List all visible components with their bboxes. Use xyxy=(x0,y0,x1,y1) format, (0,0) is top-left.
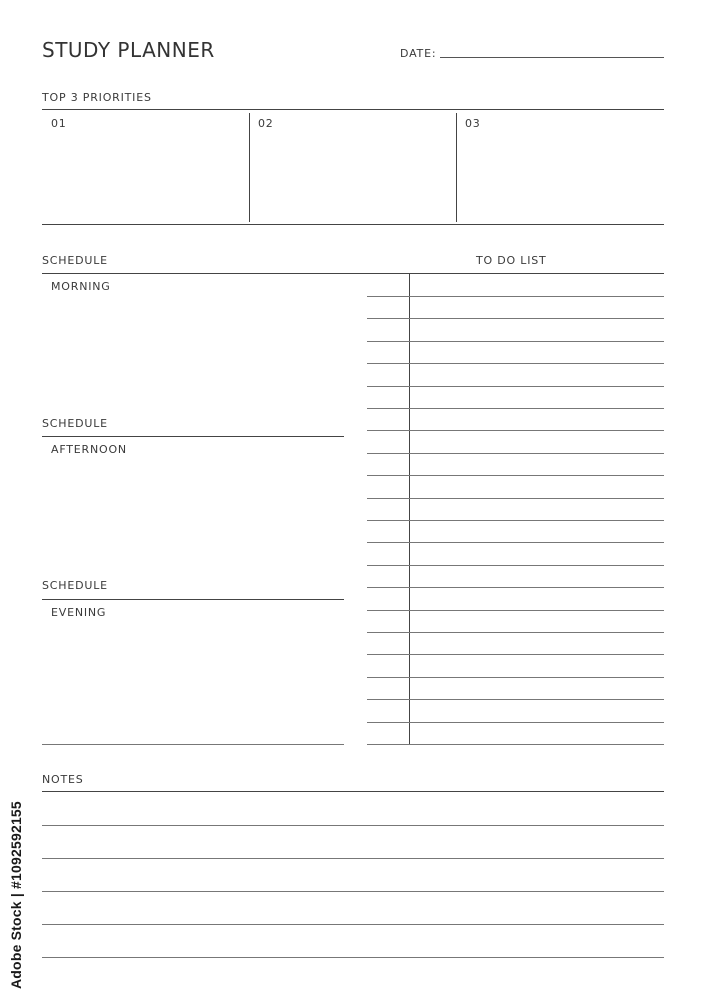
priority-number-1: 01 xyxy=(51,117,67,130)
todo-label: TO DO LIST xyxy=(476,254,547,267)
priorities-bottom-divider xyxy=(42,224,664,225)
priority-number-2: 02 xyxy=(258,117,274,130)
todo-line[interactable] xyxy=(367,318,664,319)
schedule-section-afternoon: AFTERNOON xyxy=(51,443,127,456)
todo-line[interactable] xyxy=(367,610,664,611)
notes-top-divider xyxy=(42,791,664,792)
schedule-divider-morning xyxy=(42,273,409,274)
schedule-label-evening: SCHEDULE xyxy=(42,579,108,592)
todo-line[interactable] xyxy=(367,408,664,409)
todo-line[interactable] xyxy=(367,722,664,723)
todo-check-column-divider xyxy=(409,273,410,745)
todo-line[interactable] xyxy=(367,654,664,655)
notes-label: NOTES xyxy=(42,773,84,786)
todo-line[interactable] xyxy=(367,341,664,342)
notes-line[interactable] xyxy=(42,825,664,826)
page-title: STUDY PLANNER xyxy=(42,38,215,62)
priority-divider-2 xyxy=(456,113,457,222)
notes-line[interactable] xyxy=(42,891,664,892)
schedule-label-afternoon: SCHEDULE xyxy=(42,417,108,430)
priority-divider-1 xyxy=(249,113,250,222)
todo-line[interactable] xyxy=(367,475,664,476)
schedule-bottom-line xyxy=(42,744,344,745)
date-label: DATE: xyxy=(400,47,437,60)
date-field[interactable] xyxy=(440,57,664,58)
stock-watermark xyxy=(8,757,28,989)
priorities-label: TOP 3 PRIORITIES xyxy=(42,91,152,104)
priority-number-3: 03 xyxy=(465,117,481,130)
todo-line[interactable] xyxy=(367,430,664,431)
todo-line[interactable] xyxy=(367,363,664,364)
notes-line[interactable] xyxy=(42,924,664,925)
todo-line[interactable] xyxy=(367,677,664,678)
schedule-section-evening: EVENING xyxy=(51,606,107,619)
todo-line[interactable] xyxy=(367,386,664,387)
schedule-label-morning: SCHEDULE xyxy=(42,254,108,267)
todo-line[interactable] xyxy=(367,542,664,543)
todo-line[interactable] xyxy=(367,296,664,297)
todo-line[interactable] xyxy=(367,520,664,521)
todo-line[interactable] xyxy=(367,632,664,633)
schedule-section-morning: MORNING xyxy=(51,280,111,293)
priorities-top-divider xyxy=(42,109,664,110)
watermark-text: Adobe Stock | #1092592155 xyxy=(8,801,24,989)
todo-line[interactable] xyxy=(367,498,664,499)
schedule-divider-evening xyxy=(42,599,344,600)
todo-top-divider xyxy=(409,273,664,274)
todo-line[interactable] xyxy=(367,587,664,588)
todo-line[interactable] xyxy=(367,453,664,454)
todo-line[interactable] xyxy=(367,565,664,566)
todo-line[interactable] xyxy=(367,699,664,700)
notes-line[interactable] xyxy=(42,957,664,958)
notes-line[interactable] xyxy=(42,858,664,859)
schedule-divider-afternoon xyxy=(42,436,344,437)
todo-line[interactable] xyxy=(367,744,664,745)
